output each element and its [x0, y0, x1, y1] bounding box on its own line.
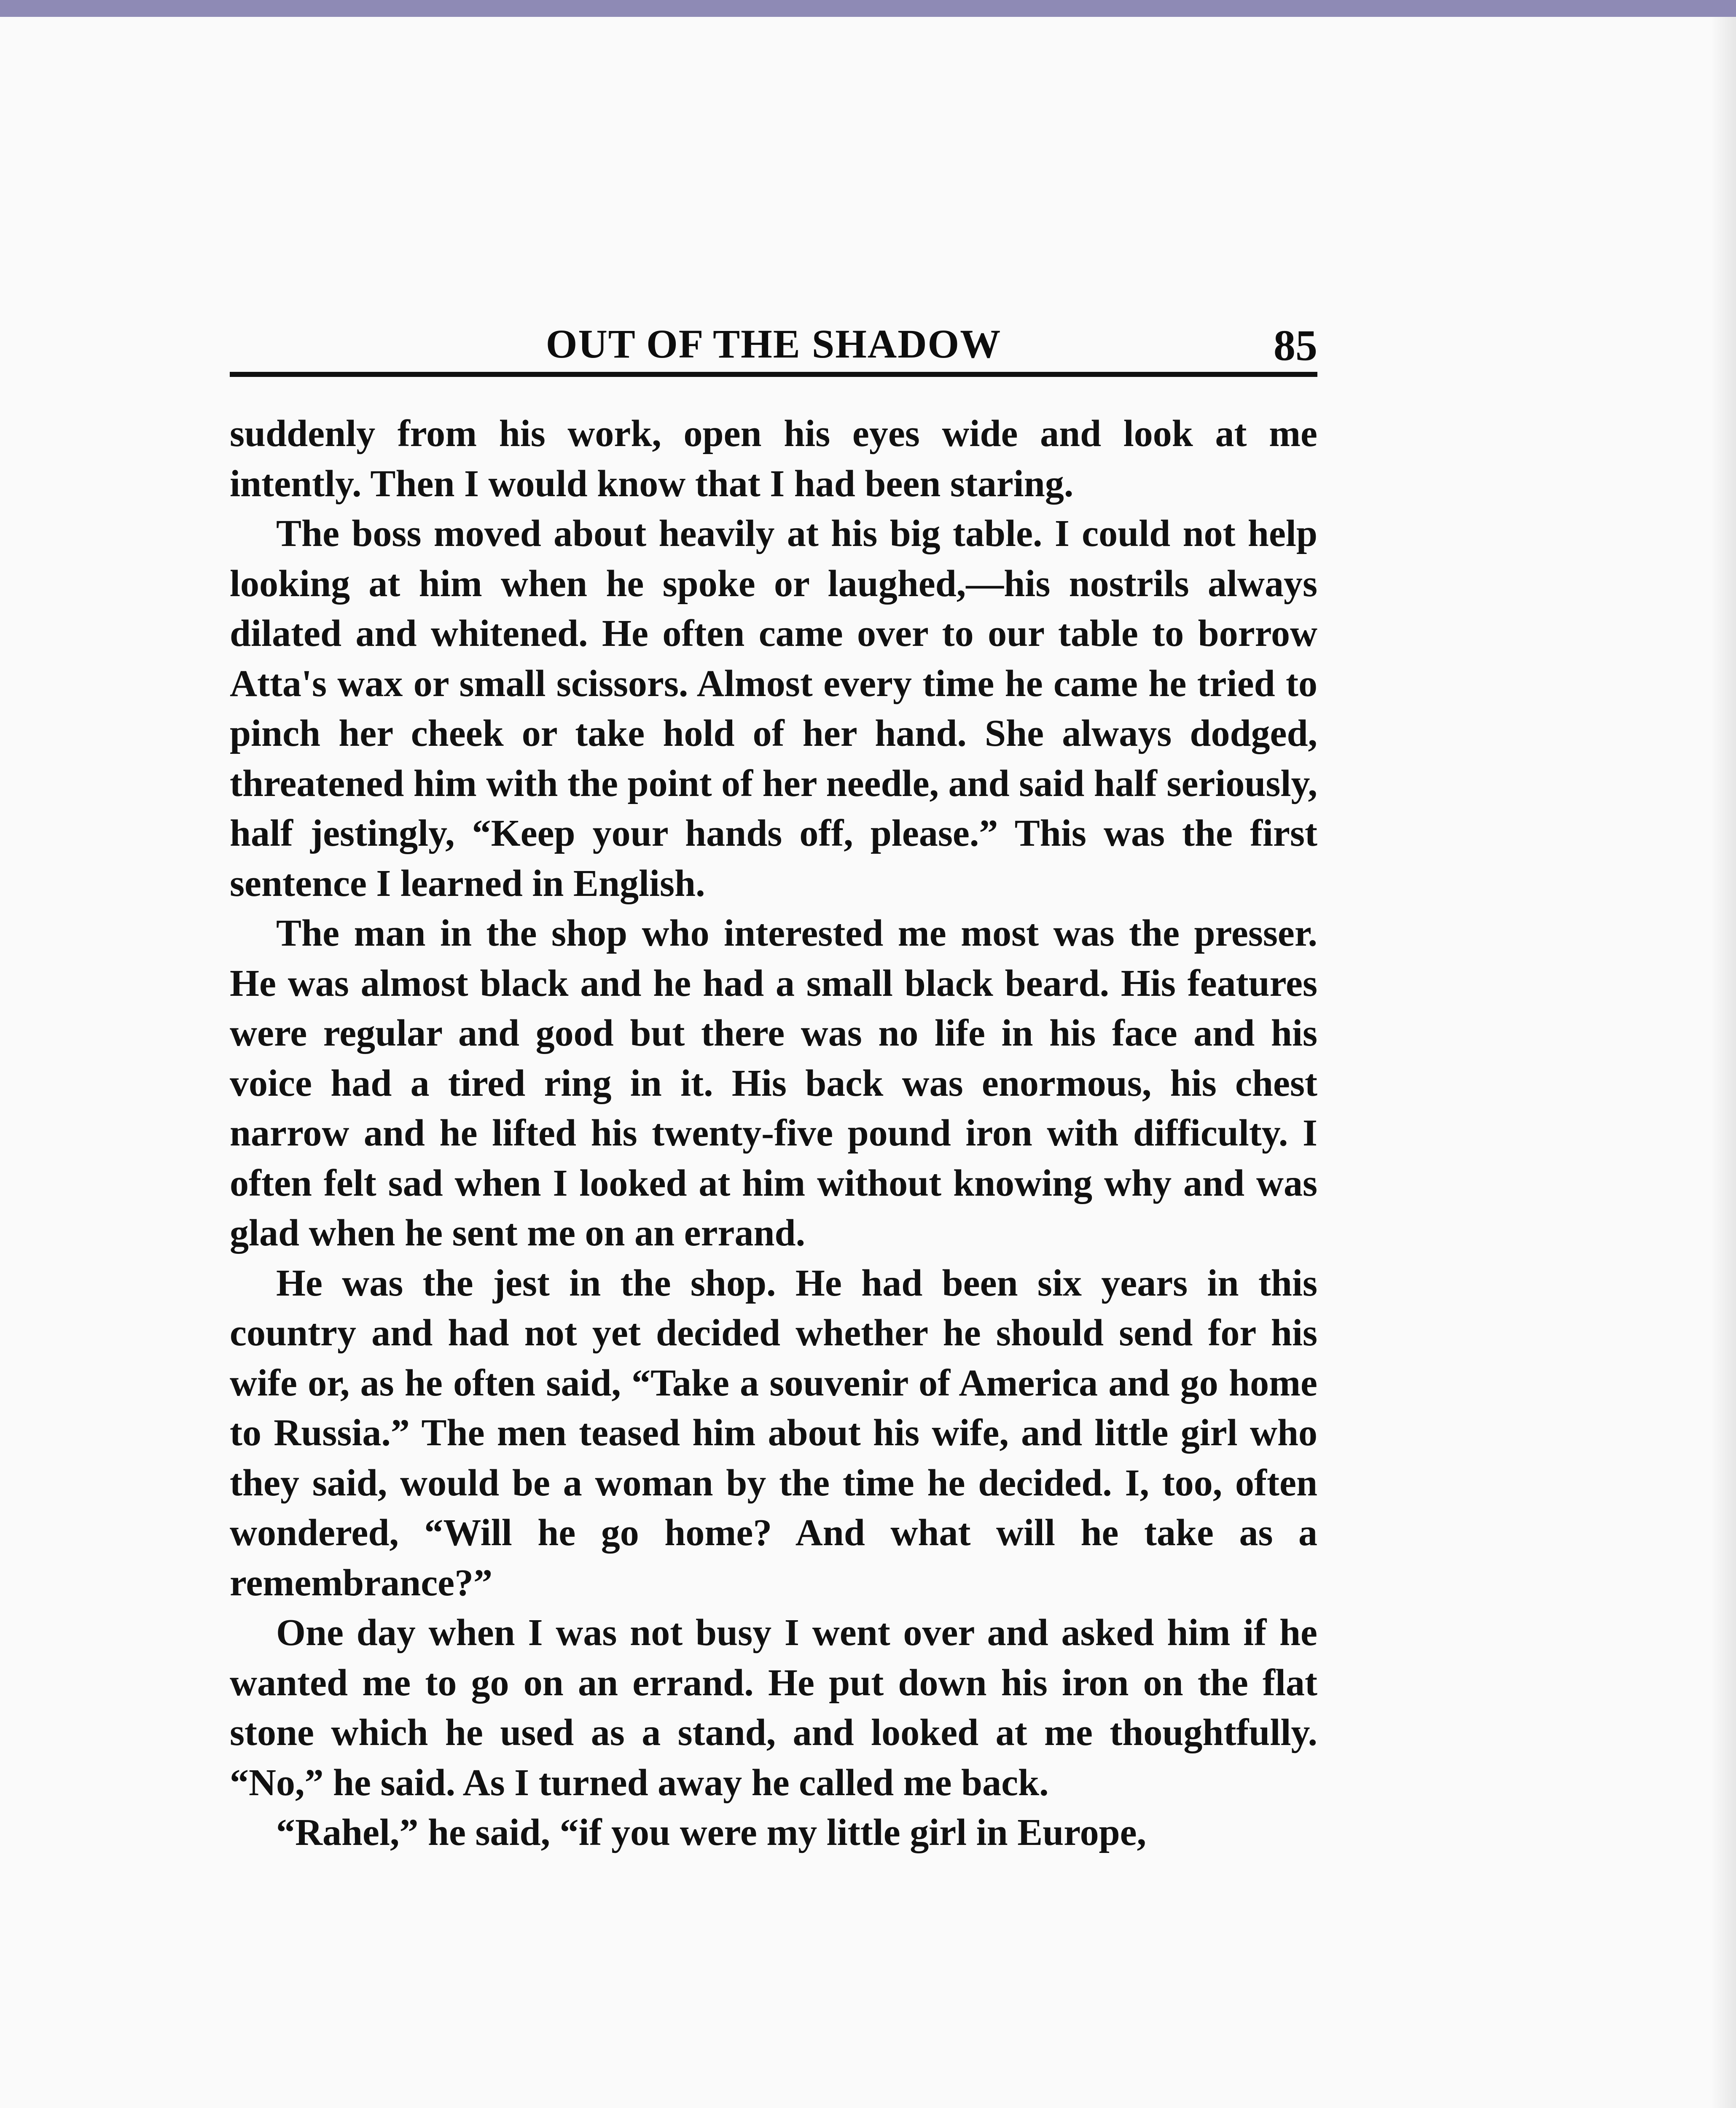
header-rule: [230, 372, 1317, 377]
paragraph: suddenly from his work, open his eyes wide and look at me intently. Then I would know that I had been staring.: [230, 413, 1317, 505]
page-number: 85: [1274, 321, 1317, 370]
paragraph: The boss moved about heavily at his big table. I could not help looking at him when he spoke or laughed,—his nostrils always dilated and whitened. He often came over to our table to borrow Atta's wax or small scissors. Almost every time he came he tried to pinch her cheek or take hold of her hand. She always dodged, threatened him with the point of her needle, and said half seriously, half jestingly, “Keep your hands off, please.” This was the first sentence I learned in English.: [230, 513, 1317, 904]
paragraph: He was the jest in the shop. He had been six years in this country and had not yet decided whether he should send for his wife or, as he often said, “Take a souvenir of America and go home to Russia.” The men teased him about his wife, and little girl who they said, would be a woman by the time he decided. I, too, often wondered, “Will he go home? And what will he take as a remembrance?”: [230, 1262, 1317, 1604]
body-text: [230, 409, 1317, 1858]
paragraph: “Rahel,” he said, “if you were my little girl in Europe,: [276, 1812, 1147, 1853]
running-header: [230, 312, 1317, 379]
paragraph: One day when I was not busy I went over and asked him if he wanted me to go on an errand. He put down his iron on the flat stone which he used as a stand, and looked at me thoughtfully. “No,” he said. As I turned away he called me back.: [230, 1612, 1317, 1804]
book-page: [0, 17, 1736, 2108]
running-title: OUT OF THE SHADOW: [546, 321, 1002, 366]
top-border-band: [0, 0, 1736, 17]
paragraph: The man in the shop who interested me most was the presser. He was almost black and he had a small black beard. His features were regular and good but there was no life in his face and his voice had a tired ring in it. His back was enormous, his chest narrow and he lifted his twenty-five pound iron with difficulty. I often felt sad when I looked at him without knowing why and was glad when he sent me on an errand.: [230, 912, 1317, 1254]
page-edge-shadow: [1711, 17, 1736, 2108]
